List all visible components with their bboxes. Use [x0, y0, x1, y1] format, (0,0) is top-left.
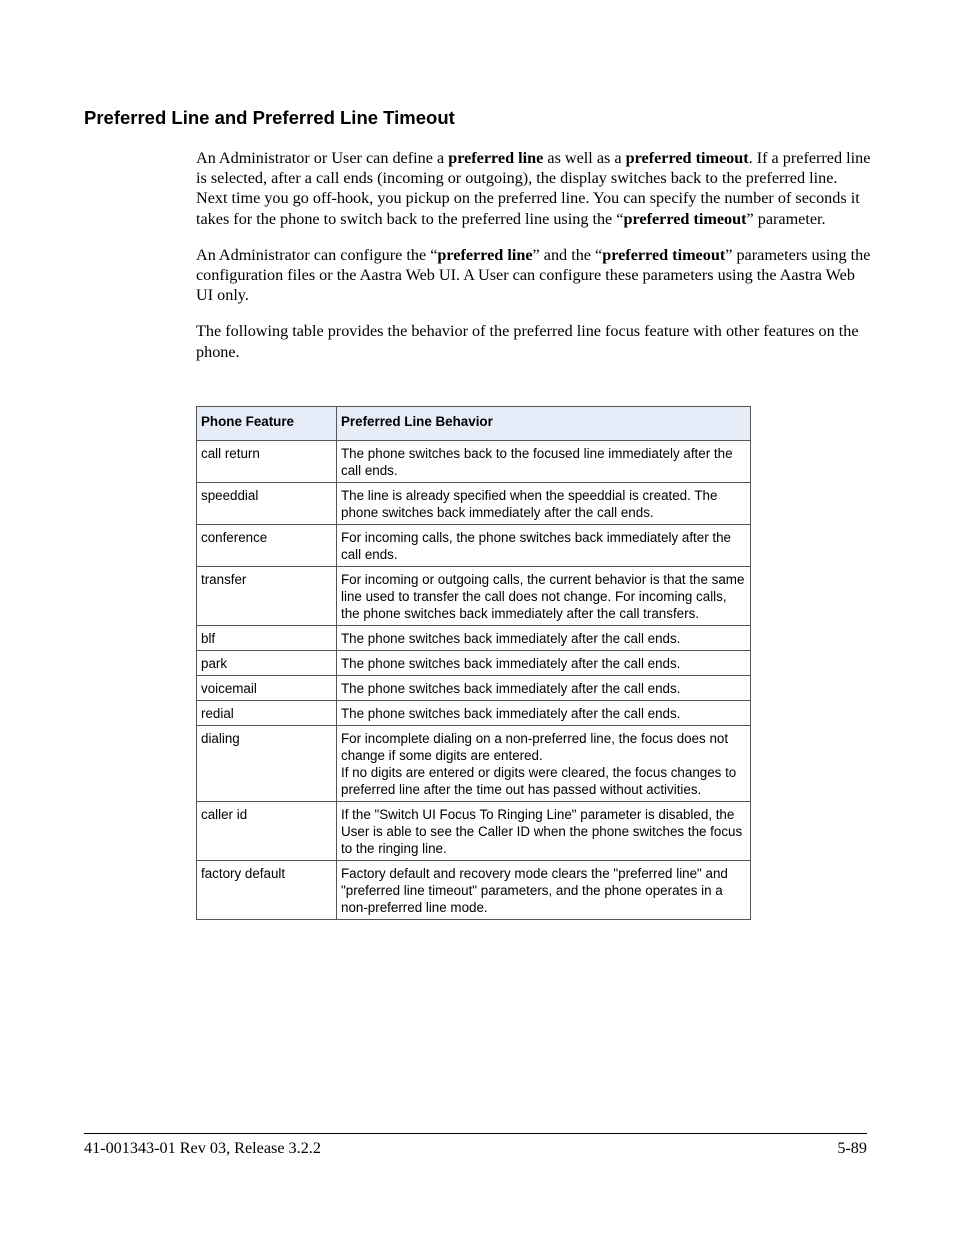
- behavior-text: For incoming or outgoing calls, the current behavior is that the same line used to transfer the call does not change. For incoming calls, the phone switches back immediately after the call transfers.: [341, 572, 745, 621]
- footer-divider: [84, 1133, 867, 1134]
- behavior-cell: [337, 861, 751, 920]
- table-body: [197, 441, 751, 920]
- table-row: [197, 802, 751, 861]
- behavior-text: The phone switches back immediately after the call ends.: [341, 631, 681, 646]
- feature-cell: blf: [197, 626, 337, 651]
- footer-doc-id: 41-001343-01 Rev 03, Release 3.2.2: [84, 1139, 321, 1157]
- behavior-text: The phone switches back immediately after the call ends.: [341, 706, 681, 721]
- behavior-cell: [337, 726, 751, 802]
- table-row: [197, 651, 751, 676]
- feature-behavior-table: [196, 406, 751, 920]
- behavior-cell: [337, 567, 751, 626]
- footer-page-number: 5-89: [837, 1139, 867, 1157]
- text-run: The following table provides the behavior of the preferred line focus feature with other features on the phone.: [196, 322, 859, 361]
- text-run: ” parameter.: [746, 209, 826, 228]
- feature-cell: caller id: [197, 802, 337, 861]
- behavior-text: Factory default and recovery mode clears the "preferred line" and "preferred line timeout" parameters, and the phone operates in a non-preferred line mode.: [341, 866, 728, 915]
- bold-term: preferred line: [437, 245, 533, 264]
- behavior-cell: [337, 651, 751, 676]
- text-run: An Administrator or User can define a: [196, 149, 449, 167]
- table-row: [197, 441, 751, 483]
- behavior-text: For incomplete dialing on a non-preferred line, the focus does not change if some digits are entered.: [341, 731, 729, 763]
- feature-cell: transfer: [197, 567, 337, 626]
- feature-cell: voicemail: [197, 676, 337, 701]
- feature-cell: call return: [197, 441, 337, 483]
- feature-cell: factory default: [197, 861, 337, 920]
- table-row: [197, 676, 751, 701]
- text-run: . If a preferred line is selected, after a call ends (incoming or outgoing), the display switches back to the preferred line. Next time you go off-hook, you pickup on the preferred line. You can specify the number of seconds it takes for the phone to switch back to the preferred line using the “: [196, 149, 871, 228]
- behavior-cell: [337, 626, 751, 651]
- behavior-text: For incoming calls, the phone switches back immediately after the call ends.: [341, 530, 731, 562]
- behavior-text: The phone switches back immediately after the call ends.: [341, 656, 681, 671]
- behavior-cell: [337, 525, 751, 567]
- feature-cell: redial: [197, 701, 337, 726]
- text-run: ” parameters using the configuration files or the Aastra Web UI. A User can configure these parameters using the Aastra Web UI only.: [196, 245, 871, 305]
- behavior-cell: [337, 483, 751, 525]
- behavior-text: If the "Switch UI Focus To Ringing Line" parameter is disabled, the User is able to see the Caller ID when the phone switches the focus to the ringing line.: [341, 807, 743, 856]
- behavior-cell: [337, 441, 751, 483]
- feature-cell: conference: [197, 525, 337, 567]
- bold-term: preferred timeout: [602, 245, 726, 264]
- behavior-text: If no digits are entered or digits were cleared, the focus changes to preferred line after the time out has passed without activities.: [341, 765, 737, 797]
- behavior-text: The line is already specified when the speeddial is created. The phone switches back immediately after the call ends.: [341, 488, 718, 520]
- table-row: [197, 701, 751, 726]
- config-paragraph: [196, 245, 871, 306]
- bold-term: preferred line: [448, 149, 544, 167]
- table-row: [197, 861, 751, 920]
- table-row: [197, 483, 751, 525]
- bold-term: preferred timeout: [625, 149, 749, 167]
- table-row: [197, 726, 751, 802]
- feature-cell: speeddial: [197, 483, 337, 525]
- text-run: An Administrator can configure the “: [196, 245, 438, 264]
- header-preferred-line-behavior: Preferred Line Behavior: [337, 407, 751, 441]
- behavior-cell: [337, 676, 751, 701]
- table-row: [197, 567, 751, 626]
- table-intro-paragraph: [196, 321, 871, 361]
- behavior-text: The phone switches back immediately after the call ends.: [341, 681, 681, 696]
- bold-term: preferred timeout: [623, 209, 747, 228]
- table-row: [197, 525, 751, 567]
- text-run: ” and the “: [532, 245, 603, 264]
- behavior-cell: [337, 701, 751, 726]
- table-row: [197, 626, 751, 651]
- text-run: as well as a: [543, 149, 626, 167]
- behavior-cell: [337, 802, 751, 861]
- body-text: [196, 148, 871, 378]
- section-heading: Preferred Line and Preferred Line Timeout: [84, 107, 455, 128]
- intro-paragraph: [196, 148, 871, 229]
- behavior-text: The phone switches back to the focused line immediately after the call ends.: [341, 446, 733, 478]
- table-header-row: [197, 407, 751, 441]
- feature-cell: park: [197, 651, 337, 676]
- feature-cell: dialing: [197, 726, 337, 802]
- header-phone-feature: Phone Feature: [197, 407, 337, 441]
